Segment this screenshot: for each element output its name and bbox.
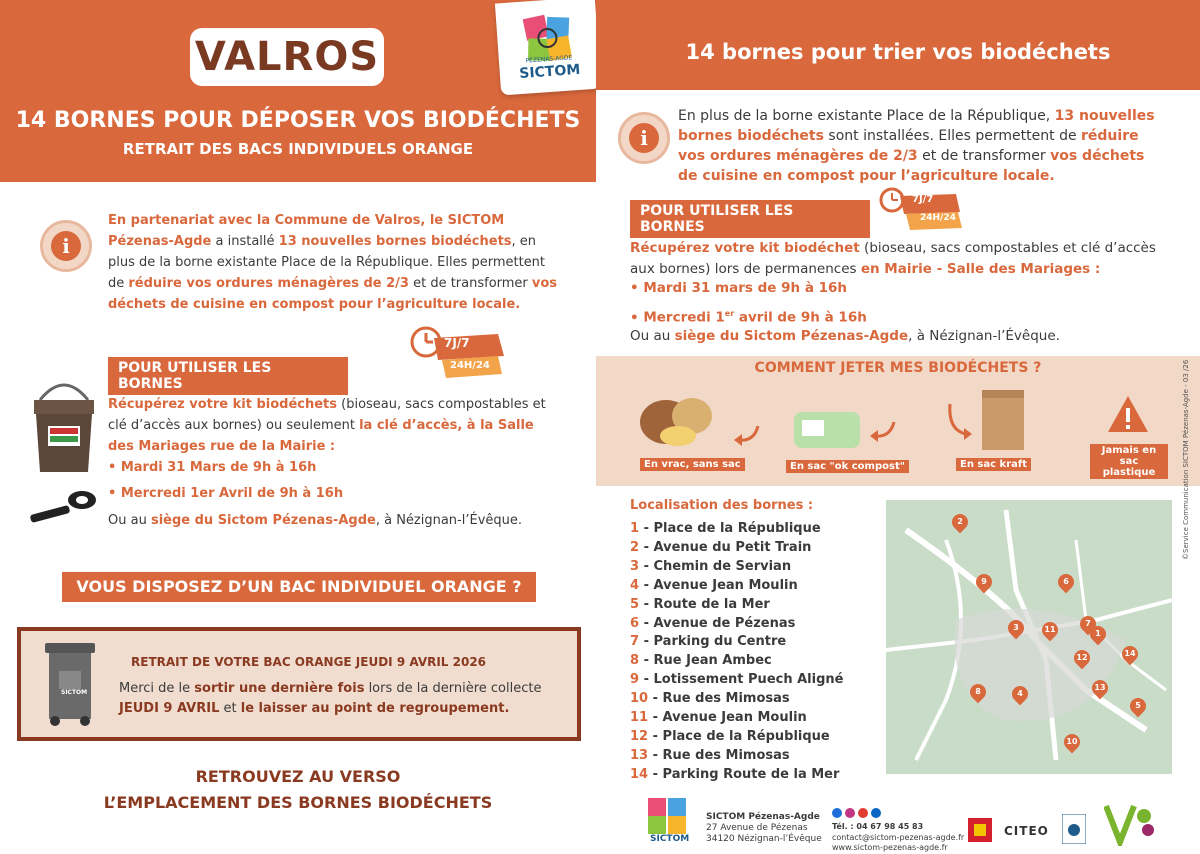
map-pin[interactable]: 7 [1077, 613, 1100, 636]
map-pin[interactable]: 2 [949, 511, 972, 534]
region-logo-icon [968, 818, 992, 842]
footer-contact: Tél. : 04 67 98 45 83 contact@sictom-pezenas-agde.fr www.sictom-pezenas-agde.fr [832, 822, 965, 852]
retrait-box [17, 627, 581, 741]
social-icons [832, 808, 881, 818]
bin-label: SICTOM [61, 689, 88, 696]
left-subtitle: RETRAIT DES BACS INDIVIDUELS ORANGE [122, 140, 474, 158]
loc-item: 11 - Avenue Jean Moulin [630, 710, 807, 726]
loc-title: Localisation des bornes : [630, 498, 814, 513]
loc-item: 5 - Route de la Mer [630, 596, 770, 612]
commune-name: VALROS [190, 28, 384, 86]
map-pin[interactable]: 3 [1005, 617, 1028, 640]
verso-line-1: RETROUVEZ AU VERSO [195, 767, 401, 786]
left-page [0, 0, 596, 848]
map-pin[interactable]: 12 [1071, 647, 1094, 670]
loc-item: 12 - Place de la République [630, 728, 830, 744]
loc-item: 7 - Parking du Centre [630, 634, 787, 650]
citeo-logo: CITEO [1004, 824, 1049, 838]
retrait-message: Merci de le sortir une dernière fois lors de la dernière collecte JEUDI 9 AVRIL et le laisser au point de regroupement. [119, 681, 542, 716]
map-pin[interactable]: 1 [1087, 623, 1110, 646]
footer-logo-name: SICTOM [650, 834, 690, 844]
right-page [596, 0, 1200, 852]
vrac-icon [636, 386, 726, 450]
right-use-text: Récupérez votre kit biodéchet (bioseau, sacs compostables et clé d’accès aux bornes) lors de permanences en Mairie - Salle des Mariages : [630, 240, 1156, 277]
loc-item: 13 - Rue des Mimosas [630, 747, 790, 763]
right-dates [630, 276, 867, 331]
kraft-bag-icon [978, 386, 1028, 452]
logo-name: SICTOM [518, 61, 581, 83]
left-info-text: En partenariat avec la Commune de Valros, le SICTOM Pézenas-Agde a installé 13 nouvelles bornes biodéchets, en plus de la borne existante Place de la République. Elles permettent de réduire vos ordures ménagères de 2/3 et de transformer vos déchets de cuisine en compost pour l’agriculture locale. [108, 213, 558, 312]
arrow-icon [944, 400, 974, 440]
footer [596, 782, 1200, 852]
retrait-title: RETRAIT DE VOTRE BAC ORANGE JEUDI 9 AVRIL 2026 [131, 655, 487, 669]
compost-bag-icon [792, 406, 864, 452]
label-ok-compost: En sac "ok compost" [786, 460, 909, 473]
verso-note [0, 764, 596, 816]
comment-title: COMMENT JETER MES BIODÉCHETS ? [754, 360, 1042, 376]
date-2: • Mercredi 1er avril de 9h à 16h [630, 301, 867, 331]
info-icon: i [40, 220, 92, 272]
loc-item: 6 - Avenue de Pézenas [630, 615, 796, 631]
map-pin[interactable]: 10 [1061, 731, 1084, 754]
left-title: 14 BORNES POUR DÉPOSER VOS BIODÉCHETS [15, 108, 581, 133]
map-pin[interactable]: 8 [967, 681, 990, 704]
key-icon [26, 488, 98, 528]
ademe-logo-icon [1062, 814, 1086, 844]
sictom-logo [495, 0, 601, 95]
use-badge: POUR UTILISER LES BORNES [108, 357, 348, 395]
clock-label-days: 7J/7 [912, 194, 934, 205]
commune-logo-icon [1104, 802, 1156, 846]
map-pin[interactable]: 9 [973, 571, 996, 594]
clock-icon [408, 324, 508, 380]
left-hq-text: Ou au siège du Sictom Pézenas-Agde, à Nézignan-l’Évêque. [108, 513, 523, 528]
footer-address: SICTOM Pézenas-Agde 27 Avenue de Pézenas 34120 Nézignan-l’Évêque [706, 812, 822, 844]
comment-band [596, 356, 1200, 486]
loc-item: 10 - Rue des Mimosas [630, 691, 790, 707]
map-pin[interactable]: 11 [1039, 619, 1062, 642]
loc-item: 14 - Parking Route de la Mer [630, 766, 840, 782]
instagram-icon[interactable] [845, 808, 855, 818]
footer-web[interactable]: www.sictom-pezenas-agde.fr [832, 843, 948, 852]
sictom-logo-icon [642, 796, 694, 836]
verso-line-2: L’EMPLACEMENT DES BORNES BIODÉCHETS [103, 793, 493, 812]
use-badge: POUR UTILISER LES BORNES [630, 200, 870, 238]
loc-item: 3 - Chemin de Servian [630, 558, 792, 574]
right-info-text: En plus de la borne existante Place de la République, 13 nouvelles bornes biodéchets sont installées. Elles permettent de réduire vos ordures ménagères de 2/3 et de transformer vos déchets de cuisine en compost pour l’agriculture locale. [678, 108, 1155, 184]
clock-label-hours: 24H/24 [920, 213, 956, 223]
map-roads [886, 500, 1172, 774]
right-title: 14 bornes pour trier vos biodéchets [685, 40, 1111, 64]
map-pin[interactable]: 13 [1089, 677, 1112, 700]
arrow-icon [868, 418, 898, 442]
loc-list [630, 520, 843, 785]
loc-item: 8 - Rue Jean Ambec [630, 653, 772, 669]
loc-item: 1 - Place de la République [630, 521, 821, 536]
clock-label-hours: 24H/24 [450, 360, 490, 371]
map-pin[interactable]: 14 [1119, 643, 1142, 666]
map-pin[interactable]: 6 [1055, 571, 1078, 594]
loc-item: 9 - Lotissement Puech Aligné [630, 672, 844, 688]
bin-icon [43, 641, 97, 727]
date-1: • Mardi 31 mars de 9h à 16h [630, 276, 867, 301]
label-kraft: En sac kraft [956, 458, 1031, 471]
info-icon: i [618, 112, 670, 164]
left-dates [108, 455, 343, 507]
map [886, 500, 1172, 774]
clock-label-days: 7J/7 [444, 336, 470, 350]
left-use-text: Récupérez votre kit biodéchets (bioseau, sacs compostables et clé d’accès aux bornes) ou seulement la clé d’accès, à la Salle des Mariages rue de la Mairie : [108, 397, 546, 454]
label-vrac: En vrac, sans sac [640, 458, 745, 471]
linkedin-icon[interactable] [871, 808, 881, 818]
bioseau-icon [28, 374, 100, 474]
footer-email[interactable]: contact@sictom-pezenas-agde.fr [832, 832, 965, 842]
bac-question: VOUS DISPOSEZ D’UN BAC INDIVIDUEL ORANGE ? [62, 572, 536, 602]
credit: ©Service Communication SICTOM Pézenas-Agde - 03 /26 [1182, 359, 1190, 560]
map-pin[interactable]: 5 [1127, 695, 1150, 718]
right-hq-text: Ou au siège du Sictom Pézenas-Agde, à Nézignan-l’Évêque. [630, 328, 1060, 344]
arrow-icon [732, 422, 762, 446]
loc-item: 2 - Avenue du Petit Train [630, 539, 812, 555]
map-pin[interactable]: 4 [1009, 683, 1032, 706]
date-2: • Mercredi 1er Avril de 9h à 16h [108, 481, 343, 507]
warning-icon [1106, 394, 1150, 434]
loc-item: 4 - Avenue Jean Moulin [630, 577, 798, 593]
facebook-icon[interactable] [832, 808, 842, 818]
date-1: • Mardi 31 Mars de 9h à 16h [108, 455, 343, 481]
logo-tagline: PÉZENAS-AGDE [525, 54, 573, 65]
right-header [596, 0, 1200, 90]
youtube-icon[interactable] [858, 808, 868, 818]
label-plastique: Jamais en sac plastique [1090, 444, 1168, 479]
